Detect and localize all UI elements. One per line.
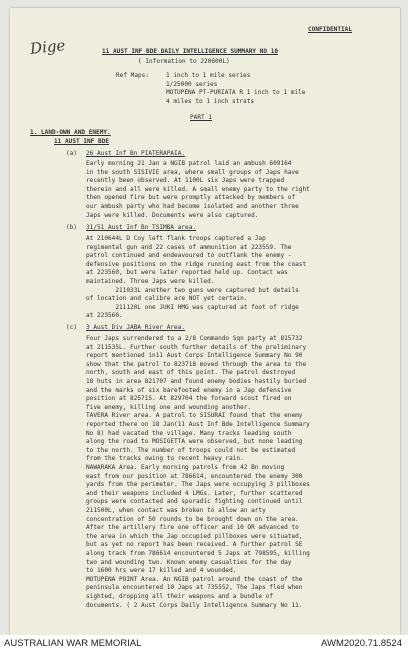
footer-accession: AWM2020.71.8524 [321,638,402,649]
information-to: ( Information to 220600L) [138,58,230,65]
body-line: TAVERA River area. A patrol to SISURAI found that the enemy [86,412,303,420]
body-line: east from our position at 786614, encountered the enemy 300 [86,472,303,480]
body-line: regimental gun and 22 cases of ammunition at 223559. The [86,243,292,251]
body-line: along the road to MOSIGETTA were observed, but none leading [86,438,303,446]
ref-maps-label: Ref Maps: [116,72,150,79]
body-line: 211500L, when contact was broken to allow an arty [86,507,266,514]
item-a-label: (a) [66,150,78,157]
body-line: our ambush party who had become isolated and another three [86,203,299,210]
document-page [10,8,400,635]
body-line: show that the patrol to 823718 moved through the area to the [86,360,307,368]
body-line: peninsula encountered 10 Japs at 735552, The Japs fled when [86,584,303,592]
body-line: Japs were killed. Documents were also captured. [86,211,259,219]
body-line: patrol continued and endeavoured to outflank the enemy - [86,252,292,260]
body-line: to 1600 hrs were 17 killed and 4 wounded. [86,567,237,575]
handwritten-initials: Dige [29,36,67,58]
body-line: sighted, dropping all their weapons and a bundle of [86,593,274,600]
body-line: At 210644L D Coy left flank troops captured a Jap [86,235,266,242]
body-line: Four Japs surrendered to a 2/8 Commando Sqn party at 815732 [86,335,303,342]
body-line: north, south and east of this point. The patrol destroyed [86,369,296,377]
ref-map-4: 4 miles to 1 inch strats [166,97,255,105]
sub-heading: 11 AUST INF BDE [54,138,110,145]
body-line: but as yet no report has been received. A further patrol SE [86,541,303,549]
body-line: of location and calibre are NOT yet certain. [86,295,248,303]
body-line: position at 825715. At 829704 the forward scout fired on [86,395,292,403]
body-line: NAWARAKA Area. Early morning patrols from 42 Bn moving [86,464,285,471]
ref-map-2: 1/25000 series [166,80,218,88]
ref-map-1: 1 inch to 1 mile series [166,72,251,79]
body-line: 211120L one JUKI HMG was captured at foot of ridge [86,303,299,311]
body-line: at 211535L. Further south further details of the preliminary [86,343,307,351]
item-a-heading: 26 Aust Inf Bn PIATERAPAIA. [86,150,186,157]
footer-credit: AUSTRALIAN WAR MEMORIAL [4,638,142,649]
body-line: 211033L another two guns were captured but details [86,286,299,294]
body-line: reported there on 18 Jan(11 Aust Inf Bde Intelligence Summary [86,421,310,428]
body-line: along track from 786614 encountered 5 Japs at 798595, killing [86,550,310,557]
body-line: to the north. The number of troops could not be estimated [86,446,296,454]
body-line: the area in which the Jap occupied pillboxes were situated, [86,532,303,540]
section-heading: 1. LAND-OWN AND ENEMY. [30,129,111,136]
body-line: concentration of 50 rounds to be brought down on the area. [86,515,299,523]
item-b-heading: 31/51 Aust Inf Bn TSIMBA area. [86,224,197,231]
classification-label: CONFIDENTIAL [308,26,353,33]
body-line: at 223560. [86,312,123,320]
body-line: After the artillery fire one officer and 10 OR advanced to [86,524,299,532]
body-line: and their weapons included 4 LMGs. Later, further scattered [86,489,303,497]
body-line: maintained. Three Japs were killed. [86,278,215,285]
ref-map-3: MOTUPENA PT-PURIATA R 1 inch to 1 mile [166,89,306,97]
item-c-heading: 3 Aust Div JABA River Area. [86,324,186,331]
body-line: defensive positions on the ridge running east from the coast [86,260,307,268]
document-title: 11 AUST INF BDE DAILY INTELLIGENCE SUMMARY NO 10 [102,48,279,55]
footer-bar [0,635,408,653]
body-line: therein and all were killed. A small enemy party to the right [86,185,310,193]
body-line: groups were contacted and sporadic fighting continued until [86,498,303,506]
body-line: at 223560, but were later reported held up. Contact was [86,269,288,277]
item-c-label: (c) [66,324,78,331]
body-line: in the south SISIVIE area, where small groups of Japs have [86,168,299,176]
body-line: recently been observed. At 1100L six Japs were trapped [86,177,285,185]
body-line: No 8) had vacated the village. Many tracks leading south [86,429,292,437]
body-line: then opened fire but were promptly attacked by members of [86,194,296,202]
body-line: report mentioned in11 Aust Corps Intelligence Summary No 90 [86,352,303,360]
body-line: and the marks of six barefooted enemy in a Jap defensive [86,386,292,394]
body-line: two and wounding two. Known enemy casualties for the day [86,558,292,566]
body-line: MOTUPENA POINT Area. An NGIB patrol around the coast of the [86,575,303,583]
item-b-label: (b) [66,224,78,231]
body-line: yards from the perimeter. The Japs were occupying 3 pillboxes [86,481,310,489]
body-line: from the tracks owing to recent heavy rain. [86,455,244,463]
body-line: documents. ( 2 Aust Corps Daily Intelligence Summary No 11. [86,601,303,609]
body-line: Early morning 21 Jan a NGIB patrol laid an ambush 609164 [86,160,292,167]
body-line: 18 huts in area 821707 and found enemy bodies hastily buried [86,378,307,385]
part-heading: PART 1 [190,114,213,121]
body-line: five enemy, killing one and wounding another. [86,403,252,411]
